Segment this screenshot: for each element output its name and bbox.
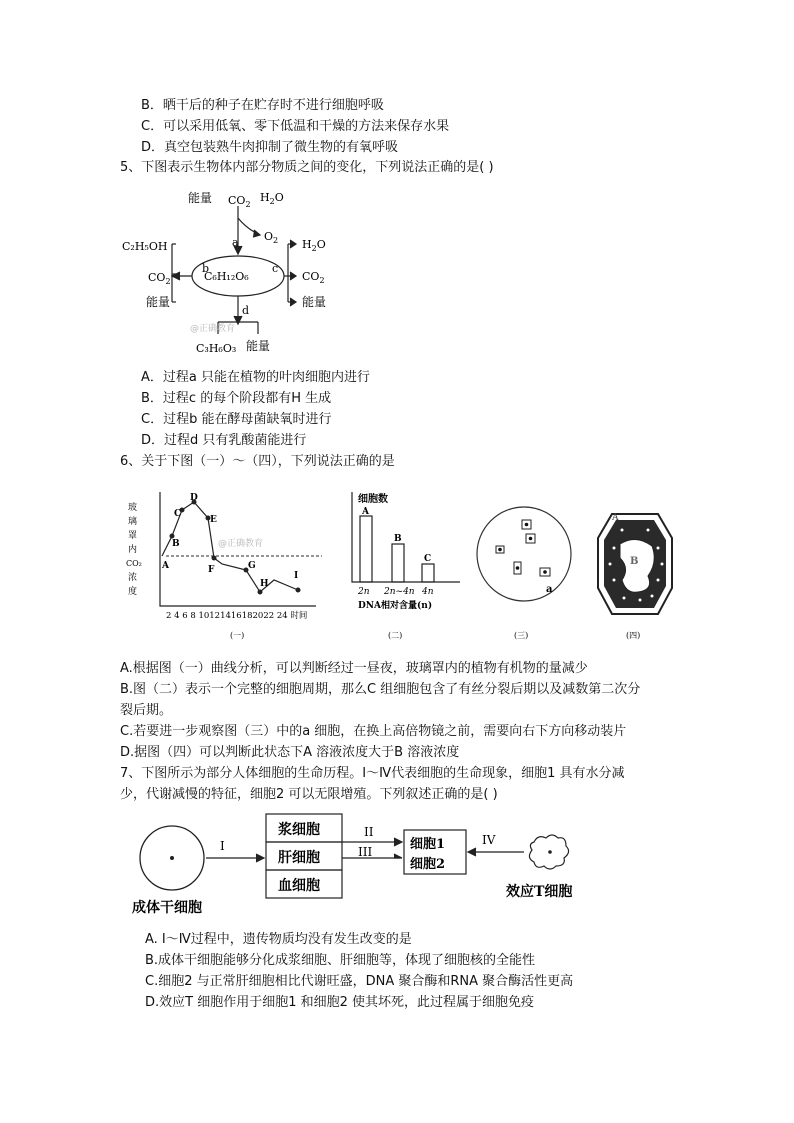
q5-co2-right: $CO_2$: [302, 270, 325, 285]
q6-option-a: A.根据图（一）曲线分析，可以判断经过一昼夜，玻璃罩内的植物有机物的量减少: [120, 661, 588, 676]
q6-stem: 6、关于下图（一）～（四），下列说法正确的是: [120, 454, 395, 469]
q7-effector-t-cell: 效应T细胞: [506, 884, 573, 900]
q5-h2o-right: $H_2O$: [302, 238, 326, 253]
q7-stem-line2: 少，代谢减慢的特征，细胞2 可以无限增殖。下列叙述正确的是( ): [120, 787, 498, 802]
q5-option-d: D．过程d 只有乳酸菌能进行: [141, 433, 307, 448]
q5-energy-right: 能量: [302, 295, 327, 309]
q5-metabolism-diagram: [118, 184, 348, 364]
q7-option-b: B.成体干细胞能够分化成浆细胞、肝细胞等，体现了细胞核的全能性: [145, 953, 536, 968]
q7-cell-1: 细胞1: [410, 837, 446, 852]
q6-fig1-xticks: 2 4 6 8 10121416182022 24 时间: [166, 611, 308, 621]
q5-co2-top: $CO_2$: [228, 194, 251, 209]
svg-text:浓: 浓: [128, 573, 138, 583]
svg-text:内: 内: [128, 545, 138, 555]
q5-c2h5oh: C₂H₅OH: [122, 240, 168, 253]
q7-cell-2: 细胞2: [410, 857, 446, 872]
q7-box-blood-cell: 血细胞: [278, 878, 320, 894]
q6-fig1-caption: (一): [230, 631, 245, 640]
q6-fig2-xlabel: DNA相对含量(n): [358, 601, 433, 611]
q5-glucose: C₆H₁₂O₆: [204, 270, 249, 283]
q7-cell-life-diagram: [130, 812, 590, 920]
q6-fig1-point-e: E: [210, 515, 217, 525]
q6-fig1-point-b: B: [172, 539, 180, 549]
q6-option-b-line1: B.图（二）表示一个完整的细胞周期，那么C 组细胞包含了有丝分裂后期以及减数第二次分: [120, 682, 641, 697]
q5-co2-left: $CO_2$: [148, 271, 171, 286]
q5-label-a: a: [232, 236, 239, 249]
q6-fig1-point-h: H: [260, 579, 269, 589]
q6-fig4-caption: (四): [626, 631, 641, 640]
q6-fig4-label-a: A: [612, 513, 619, 523]
q5-label-c: c: [272, 262, 279, 275]
q6-figure-3-microscope-field: [474, 498, 584, 642]
svg-text:璃: 璃: [128, 517, 138, 527]
q5-label-b: b: [202, 262, 210, 275]
q6-fig3-caption: (三): [514, 631, 529, 640]
q6-figure-1-co2-curve: [126, 488, 338, 642]
q6-fig2-ylabel: 细胞数: [358, 494, 388, 505]
q7-option-c: C.细胞2 与正常肝细胞相比代谢旺盛，DNA 聚合酶和RNA 聚合酶活性更高: [145, 974, 574, 989]
q7-roman-2: II: [364, 825, 374, 839]
svg-text:度: 度: [128, 587, 138, 597]
q5-label-d: d: [242, 304, 250, 317]
q5-stem: 5、下图表示生物体内部分物质之间的变化，下列说法正确的是( ): [120, 160, 494, 175]
q6-fig1-point-d: D: [190, 493, 198, 503]
q4-option-c: C．可以采用低氧、零下低温和干燥的方法来保存水果: [141, 119, 450, 134]
q7-box-plasma-cell: 浆细胞: [278, 822, 320, 838]
q6-fig1-point-i: I: [294, 571, 299, 581]
q5-energy-top: 能量: [188, 191, 213, 205]
q6-fig1-point-c: C: [174, 509, 182, 519]
q7-option-d: D.效应T 细胞作用于细胞1 和细胞2 使其坏死，此过程属于细胞免疫: [145, 995, 535, 1010]
q5-watermark: @正确教育: [190, 324, 236, 334]
q7-roman-1: I: [220, 839, 225, 853]
q5-energy-bottom: 能量: [246, 339, 271, 353]
q4-option-b: B．晒干后的种子在贮存时不进行细胞呼吸: [141, 98, 384, 113]
q5-option-c: C．过程b 能在酵母菌缺氧时进行: [141, 412, 332, 427]
q7-box-liver-cell: 肝细胞: [278, 850, 320, 866]
q6-fig2-xtick-2n-4n: 2n~4n: [384, 587, 415, 597]
q7-stem-line1: 7、下图所示为部分人体细胞的生命历程。Ⅰ～Ⅳ代表细胞的生命现象，细胞1 具有水分减: [120, 766, 625, 781]
q6-fig3-label-a: a: [546, 584, 553, 595]
q6-fig1-point-a: A: [162, 561, 169, 571]
q5-energy-left: 能量: [146, 295, 171, 309]
q6-fig2-xtick-4n: 4n: [422, 587, 434, 597]
svg-text:CO₂: CO₂: [126, 559, 142, 568]
q6-fig1-point-g: G: [248, 561, 256, 571]
q6-fig1-watermark: @正确教育: [218, 539, 264, 549]
q5-option-a: A．过程a 只能在植物的叶肉细胞内进行: [141, 370, 370, 385]
svg-text:罩: 罩: [128, 531, 138, 541]
q6-fig2-bar-b: B: [394, 534, 402, 544]
q7-roman-3: III: [358, 845, 373, 859]
q5-o2: $O_2$: [264, 230, 279, 245]
q6-fig1-ylabel: [126, 501, 142, 597]
q5-option-b: B．过程c 的每个阶段都有H 生成: [141, 391, 332, 406]
q4-option-d: D．真空包装熟牛肉抑制了微生物的有氧呼吸: [141, 140, 399, 155]
q6-fig4-label-b: B: [630, 556, 639, 567]
q7-option-a: A. Ⅰ～Ⅳ过程中，遗传物质均没有发生改变的是: [145, 932, 412, 947]
q6-fig2-caption: (二): [388, 631, 403, 640]
q6-option-b-line2: 裂后期。: [120, 703, 173, 718]
q5-c3h6o3: C₃H₆O₃: [196, 342, 237, 355]
q7-roman-4: IV: [482, 833, 496, 847]
q6-fig2-bar-a: A: [362, 507, 369, 517]
q6-fig2-bar-c: C: [424, 554, 432, 564]
q6-figure-4-plant-cell: [592, 508, 682, 642]
q6-option-d: D.据图（四）可以判断此状态下A 溶液浓度大于B 溶液浓度: [120, 745, 460, 760]
q6-fig2-xtick-2n: 2n: [358, 587, 370, 597]
q6-option-c: C.若要进一步观察图（三）中的a 细胞，在换上高倍物镜之前，需要向右下方向移动装片: [120, 724, 627, 739]
q7-stem-cell-label: 成体干细胞: [132, 900, 202, 916]
q5-h2o-top: $H_2O$: [260, 191, 284, 206]
q6-figure-2-bar-chart: [344, 488, 468, 642]
q6-fig1-point-f: F: [208, 565, 215, 575]
svg-text:玻: 玻: [128, 503, 138, 513]
